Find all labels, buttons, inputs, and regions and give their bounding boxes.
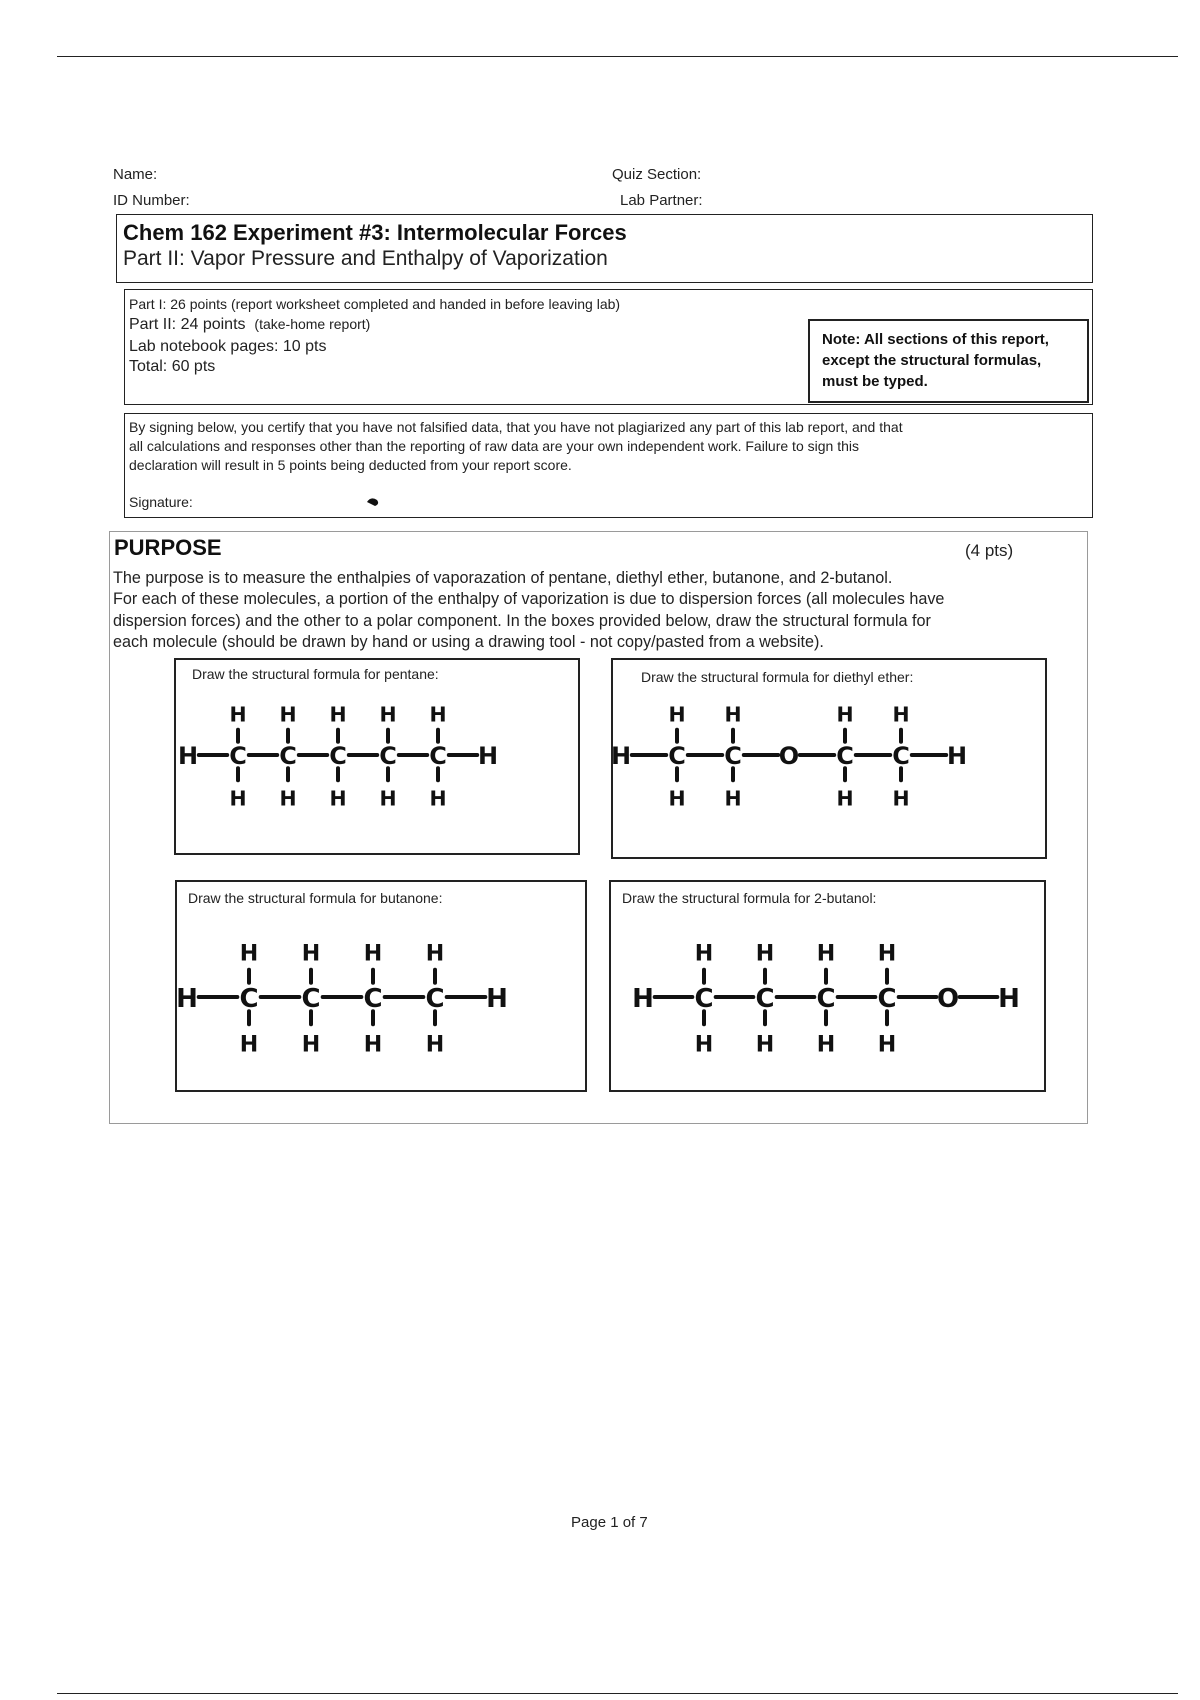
- purpose-line-4: each molecule (should be drawn by hand or using a drawing tool - not copy/pasted from a website).: [113, 633, 824, 651]
- atom-h: H: [836, 786, 854, 811]
- atom-c-4: C: [379, 742, 397, 771]
- atom-h: H: [363, 940, 383, 967]
- purpose-heading: PURPOSE: [114, 535, 222, 560]
- atom-h: H: [877, 1031, 897, 1058]
- signature-label: Signature:: [129, 494, 193, 510]
- atom-h: H: [329, 786, 347, 811]
- atom-c-5: C: [892, 742, 910, 771]
- atom-h: H: [301, 1031, 321, 1058]
- page-number: Page 1 of 7: [571, 1514, 648, 1531]
- page-title: Chem 162 Experiment #3: Intermolecular Forces: [123, 220, 627, 245]
- butanone-structural-formula: [177, 882, 585, 1090]
- atom-h: H: [239, 1031, 259, 1058]
- atom-h: H: [816, 940, 836, 967]
- purpose-section: [109, 531, 1088, 1124]
- atom-h-5: H: [486, 983, 508, 1014]
- atom-h: H: [755, 940, 775, 967]
- atom-c-3: C: [363, 983, 383, 1014]
- top-rule: [57, 56, 1178, 57]
- atom-h: H: [836, 702, 854, 727]
- atom-h: H: [668, 786, 686, 811]
- purpose-points: (4 pts): [965, 541, 1014, 560]
- atom-h: H: [892, 786, 910, 811]
- diethyl-ether-structural-formula: [610, 660, 1045, 857]
- id-number-label: ID Number:: [113, 192, 190, 209]
- diethyl-ether-structure-box[interactable]: [611, 658, 1047, 859]
- atom-h: H: [425, 940, 445, 967]
- page-subtitle: Part II: Vapor Pressure and Enthalpy of Vaporization: [123, 247, 608, 270]
- part2-points-label: Part II: 24 points: [129, 316, 246, 333]
- atom-c-3: C: [329, 742, 347, 771]
- signature-mark: [363, 490, 393, 510]
- atom-h: H: [425, 1031, 445, 1058]
- butanone-structure-box[interactable]: [175, 880, 587, 1092]
- atom-h: H: [279, 786, 297, 811]
- name-label: Name:: [113, 166, 158, 183]
- atom-h: H: [379, 702, 397, 727]
- atom-c-2: C: [301, 983, 321, 1014]
- atom-h: H: [429, 786, 447, 811]
- typing-note-box: [808, 319, 1089, 403]
- atom-h: H: [724, 786, 742, 811]
- 2-butanol-structure-box[interactable]: [609, 880, 1046, 1092]
- part1-points: Part I: 26 points (report worksheet completed and handed in before leaving lab): [129, 296, 621, 312]
- atom-c-1: C: [229, 742, 247, 771]
- diethyl-ether-caption: Draw the structural formula for diethyl ether:: [641, 669, 914, 685]
- butanone-caption: Draw the structural formula for butanone:: [188, 890, 443, 906]
- atom-h-6: H: [998, 983, 1020, 1014]
- atom-h-6: H: [946, 742, 968, 771]
- atom-h: H: [877, 940, 897, 967]
- atom-c-4: C: [836, 742, 854, 771]
- bottom-rule: [57, 1693, 1178, 1694]
- atom-h-0: H: [610, 742, 632, 771]
- declaration-line-3: declaration will result in 5 points being deducted from your report score.: [129, 457, 572, 473]
- atom-h-6: H: [477, 742, 499, 771]
- atom-c-4: C: [425, 983, 445, 1014]
- atom-h: H: [239, 940, 259, 967]
- atom-h: H: [694, 1031, 714, 1058]
- atom-h: H: [363, 1031, 383, 1058]
- atom-c-1: C: [694, 983, 714, 1014]
- purpose-line-3: dispersion forces) and the other to a polar component. In the boxes provided below, draw the structural formula for: [113, 612, 931, 630]
- part2-points: [129, 316, 370, 334]
- atom-h-0: H: [176, 983, 198, 1014]
- atom-c-2: C: [279, 742, 297, 771]
- atom-h: H: [668, 702, 686, 727]
- points-box: [124, 289, 1093, 405]
- atom-h: H: [301, 940, 321, 967]
- purpose-line-2: For each of these molecules, a portion of the enthalpy of vaporization is due to dispersion forces (all molecules have: [113, 590, 945, 608]
- lab-partner-label: Lab Partner:: [620, 192, 703, 209]
- declaration-line-1: By signing below, you certify that you have not falsified data, that you have not plagiarized any part of this lab report, and that: [129, 419, 903, 435]
- atom-h: H: [379, 786, 397, 811]
- atom-h-0: H: [177, 742, 199, 771]
- 2-butanol-caption: Draw the structural formula for 2-butanol:: [622, 890, 877, 906]
- atom-h: H: [755, 1031, 775, 1058]
- atom-c-5: C: [429, 742, 447, 771]
- typing-note: Note: All sections of this report, except the structural formulas, must be typed.: [822, 331, 1049, 390]
- purpose-line-1: The purpose is to measure the enthalpies of vaporazation of pentane, diethyl ether, butanone, and 2-butanol.: [113, 569, 893, 587]
- pentane-structural-formula: [176, 660, 578, 853]
- atom-c-3: C: [816, 983, 836, 1014]
- pentane-structure-box[interactable]: [174, 658, 580, 855]
- pentane-caption: Draw the structural formula for pentane:: [192, 666, 439, 682]
- atom-h: H: [329, 702, 347, 727]
- notebook-points: Lab notebook pages: 10 pts: [129, 338, 327, 355]
- atom-c-2: C: [755, 983, 775, 1014]
- part2-points-note: (take-home report): [254, 316, 371, 332]
- atom-o-5: O: [936, 983, 960, 1014]
- atom-h: H: [724, 702, 742, 727]
- title-box: [116, 214, 1093, 283]
- atom-c-4: C: [877, 983, 897, 1014]
- 2-butanol-structural-formula: [611, 882, 1044, 1090]
- atom-h: H: [429, 702, 447, 727]
- atom-h: H: [694, 940, 714, 967]
- atom-h: H: [279, 702, 297, 727]
- atom-h: H: [816, 1031, 836, 1058]
- atom-o-3: O: [778, 742, 800, 771]
- atom-c-1: C: [668, 742, 686, 771]
- declaration-line-2: all calculations and responses other than the reporting of raw data are your own independent work. Failure to sign this: [129, 438, 859, 454]
- atom-h: H: [229, 786, 247, 811]
- atom-h: H: [229, 702, 247, 727]
- total-points: Total: 60 pts: [129, 358, 216, 375]
- atom-c-2: C: [724, 742, 742, 771]
- declaration-box: [124, 413, 1093, 518]
- quiz-section-label: Quiz Section:: [612, 166, 702, 183]
- atom-h-0: H: [632, 983, 654, 1014]
- atom-h: H: [892, 702, 910, 727]
- atom-c-1: C: [239, 983, 259, 1014]
